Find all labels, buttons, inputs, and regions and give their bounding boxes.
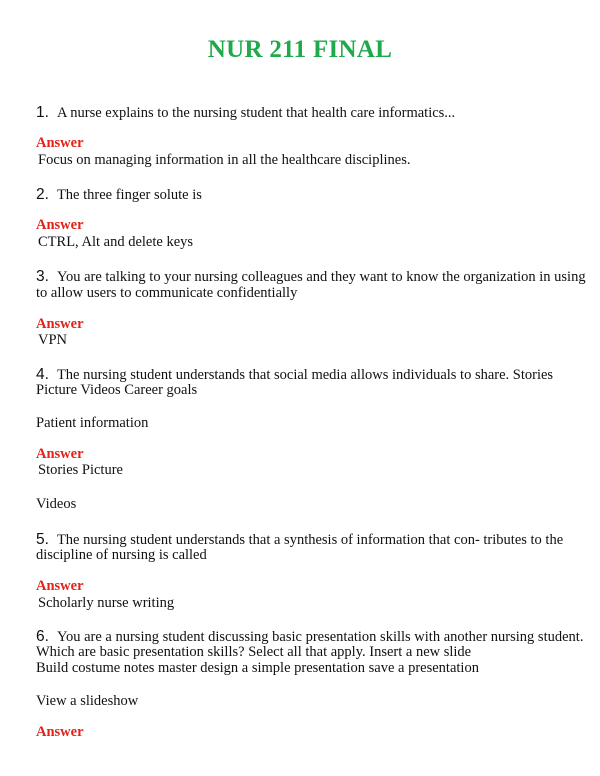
- question-text-continued: Build costume notes master design a simple presentation save a presentation: [36, 660, 479, 676]
- question-text-continued: Picture Videos Career goals: [36, 382, 198, 398]
- question-number: 5.: [36, 531, 49, 548]
- question-text-continued: Which are basic presentation skills? Select all that apply. Insert a new slide: [36, 644, 472, 660]
- answer-label: Answer: [36, 217, 84, 233]
- answer-label: Answer: [36, 446, 84, 462]
- answer-text: Focus on managing information in all the healthcare disciplines.: [38, 152, 411, 168]
- question-number: 1.: [36, 104, 49, 121]
- question-number: 4.: [36, 366, 49, 383]
- answer-label: Answer: [36, 135, 84, 151]
- question-1: [36, 104, 455, 122]
- question-text: The nursing student understands that a synthesis of information that con- tributes to the: [56, 532, 564, 548]
- question-number: 2.: [36, 186, 49, 203]
- document-title: NUR 211 FINAL: [207, 36, 393, 63]
- question-option: Patient information: [36, 415, 149, 431]
- question-text: The nursing student understands that social media allows individuals to share. Stories: [56, 367, 554, 383]
- answer-label: Answer: [36, 724, 84, 740]
- answer-label: Answer: [36, 578, 84, 594]
- question-text: The three finger solute is: [56, 187, 202, 203]
- question-option: View a slideshow: [36, 693, 139, 709]
- question-text-continued: to allow users to communicate confidentially: [36, 285, 298, 301]
- question-3: [36, 268, 586, 286]
- answer-text: Stories Picture: [38, 462, 123, 478]
- answer-text: Scholarly nurse writing: [38, 595, 175, 611]
- answer-text-continued: Videos: [36, 496, 77, 512]
- answer-text: VPN: [38, 332, 68, 348]
- question-number: 3.: [36, 268, 49, 285]
- question-text-continued: discipline of nursing is called: [36, 547, 207, 563]
- question-text: A nurse explains to the nursing student that health care informatics...: [56, 105, 456, 121]
- question-2: [36, 186, 202, 204]
- answer-label: Answer: [36, 316, 84, 332]
- question-text: You are talking to your nursing colleagues and they want to know the organization in using: [56, 269, 586, 285]
- question-text: You are a nursing student discussing basic presentation skills with another nursing student.: [56, 629, 584, 645]
- answer-text: CTRL, Alt and delete keys: [38, 234, 194, 250]
- question-number: 6.: [36, 628, 49, 645]
